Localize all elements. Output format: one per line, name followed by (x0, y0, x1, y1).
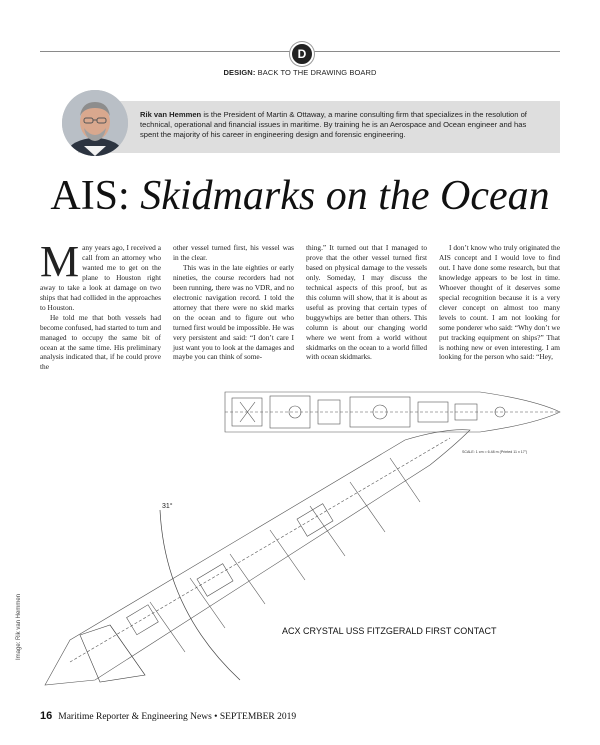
image-credit: Image: Rik van Hemmen (16, 593, 22, 660)
collision-drawing (0, 380, 600, 710)
col2-paragraph-2: This was in the late eighties or early nineties, the course recorders had not been running, there was no VDR, and no electronic navigation record. I told the attorney that there were no skid marks on the ocean and to figure out who turned first would be impossible. He was very persistent and said: “I don’t care I just want you to look at the damages and maybe you can think of some- (173, 262, 294, 362)
author-bio-text: is the President of Martin & Ottaway, a marine consulting firm that specializes in the resolution of technical, operational and financial issues in maritime. By training he is an Aerospace and Ocean engineer and has spent the majority of his career in engineering design and forensic engineering. (140, 110, 527, 140)
column-1 (40, 237, 161, 372)
col1-paragraph-2: He told me that both vessels had become confused, had started to turn and managed to occupy the same bit of ocean at the same time. His preliminary analysis indicated that, if he could prove the (40, 312, 161, 372)
uss-fitzgerald-plan (225, 392, 560, 432)
publication-line: Maritime Reporter & Engineering News • SEPTEMBER 2019 (58, 712, 297, 722)
section-badge: D (290, 42, 314, 66)
page-number: 16 (40, 710, 53, 722)
angle-arc (160, 510, 240, 680)
col4-paragraph-1: I don’t know who truly originated the AIS concept and I would love to find out. I have done some research, but that knowledge appears to be lost in time. Whoever thought of it deserves some special recognition because it is a very clever concept on almost too many levels to count. I am not looking for some ponderer who said: “Why don’t we put tracking equipment on ships?” That is nothing new or even interesting. I am looking for the person who said: “Hey, (439, 243, 560, 362)
angle-label: 31° (162, 503, 173, 510)
title-main: Skidmarks on the Ocean (140, 173, 550, 219)
col1-paragraph-1: any years ago, I received a call from an attorney who wanted me to get on the plane to Houston right away to take a look at damage on two ships that had collided in the approaches to Houston. (40, 243, 161, 312)
column-3 (306, 243, 427, 362)
department-label: DESIGN: (223, 68, 256, 77)
col2-paragraph-1: other vessel turned first, his vessel was in the clear. (173, 243, 294, 262)
author-bio (140, 110, 546, 141)
department-line (0, 68, 600, 77)
drop-cap: M (40, 237, 80, 286)
title-prefix: AIS: (50, 173, 141, 219)
column-2 (173, 243, 294, 362)
figure-caption: ACX CRYSTAL USS FITZGERALD FIRST CONTACT (282, 626, 497, 636)
department-title: BACK TO THE DRAWING BOARD (257, 68, 377, 77)
column-4 (439, 243, 560, 362)
page-footer (40, 710, 296, 722)
author-photo (62, 90, 128, 156)
col3-paragraph-1: thing.” It turned out that I managed to prove that the other vessel turned first based on physical damage to the vessels only. Someday, I may discuss the technical aspects of this proof, but as this column will show, that it is about as useful as proving that certain types of buggywhips are better than others. This column is about our changing world where we went from a world without skidmarks on the ocean to a world filled with ocean skidmarks. (306, 243, 427, 362)
author-portrait-icon (62, 90, 128, 156)
article-title (0, 172, 600, 220)
article-body (40, 237, 560, 372)
scale-note: SCALE: 1 cm = 6.48 m (Printed 11 x 17") (462, 450, 528, 454)
acx-crystal-plan (45, 430, 470, 685)
author-name: Rik van Hemmen (140, 110, 202, 119)
